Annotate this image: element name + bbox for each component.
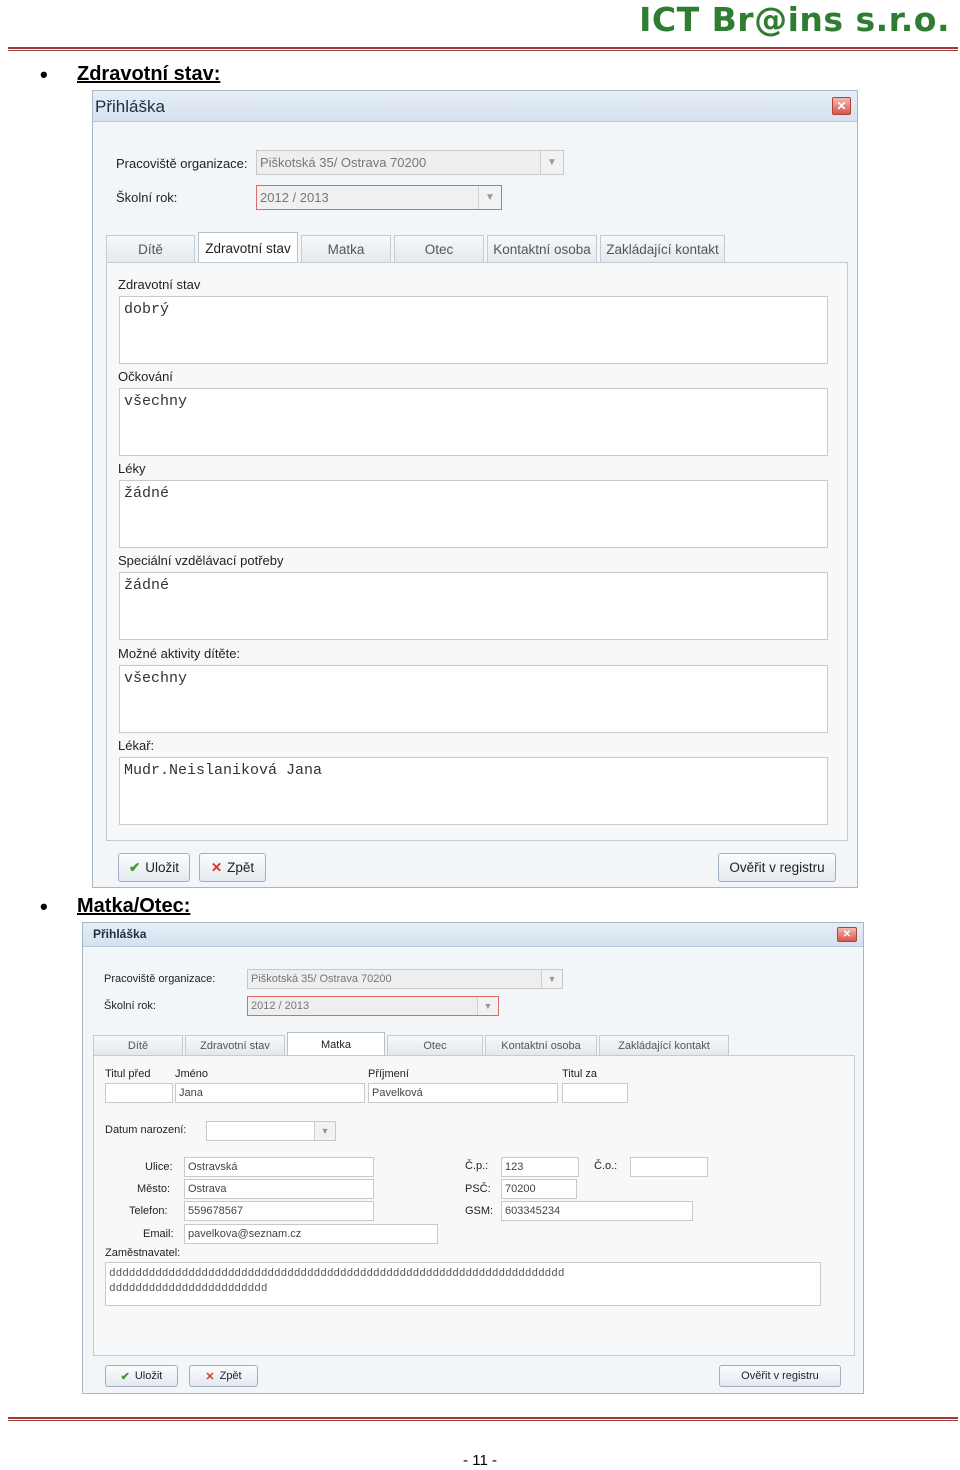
field-label: Lékař: [118, 738, 155, 753]
org-label: Pracoviště organizace: [104, 973, 216, 985]
field-label: Léky [118, 461, 146, 476]
application-dialog-parents [82, 922, 864, 1394]
year-label: Školní rok: [116, 190, 178, 205]
back-button[interactable] [189, 1365, 258, 1387]
close-icon[interactable]: ✕ [837, 927, 857, 942]
page-number: - 11 - [463, 1452, 497, 1469]
field-label: Očkování [118, 369, 173, 384]
mesto-label: Město: [137, 1183, 171, 1195]
tab-zdravotni-stav[interactable]: Zdravotní stav [185, 1035, 285, 1055]
tab-matka[interactable]: Matka [301, 235, 391, 263]
chevron-down-icon[interactable]: ▼ [541, 970, 562, 988]
close-icon: ✕ [210, 859, 223, 875]
close-icon[interactable]: ✕ [832, 97, 851, 115]
verify-registry-button[interactable]: Ověřit v registru [718, 853, 836, 882]
field-label: Speciální vzdělávací potřeby [118, 553, 284, 568]
activities-textarea[interactable]: všechny [119, 665, 828, 733]
verify-registry-button[interactable]: Ověřit v registru [719, 1365, 841, 1387]
save-button[interactable] [118, 853, 190, 882]
org-select-value: Piškotská 35/ Ostrava 70200 [251, 973, 392, 985]
email-label: Email: [143, 1228, 174, 1240]
prijmeni-input[interactable]: Pavelková [368, 1083, 558, 1103]
org-select[interactable] [256, 150, 564, 175]
tab-otec[interactable]: Otec [387, 1035, 483, 1055]
year-label: Školní rok: [104, 1000, 156, 1012]
telefon-label: Telefon: [129, 1205, 168, 1217]
year-select-value: 2012 / 2013 [251, 1000, 310, 1012]
medicine-textarea[interactable]: žádné [119, 480, 828, 548]
telefon-input[interactable]: 559678567 [184, 1201, 374, 1221]
titul-pred-label: Titul před [105, 1068, 151, 1080]
section-heading-parents: Matka/Otec: [77, 895, 191, 917]
chevron-down-icon[interactable]: ▼ [477, 997, 498, 1015]
gsm-input[interactable]: 603345234 [501, 1201, 693, 1221]
org-select[interactable] [247, 969, 563, 989]
bullet: • [40, 62, 48, 87]
chevron-down-icon[interactable]: ▼ [478, 186, 501, 209]
titul-pred-input[interactable] [105, 1083, 173, 1103]
footer-rule [8, 1417, 958, 1421]
dialog-title-bar [93, 91, 857, 122]
field-label: Zdravotní stav [118, 277, 201, 292]
tab-kontaktni-osoba[interactable]: Kontaktní osoba [487, 235, 597, 263]
datum-picker[interactable] [206, 1121, 336, 1141]
employer-line: dddddddddddddddddddddddd [109, 1283, 268, 1295]
brand-logo: ICT Br@ins s.r.o. [639, 0, 950, 39]
application-dialog-health [92, 90, 858, 888]
employer-line: ddddddddddddddddddddddddddddddddddddddddddddddddddddddddddddddddddddd [109, 1268, 565, 1280]
org-select-value: Piškotská 35/ Ostrava 70200 [260, 155, 427, 170]
jmeno-label: Jméno [175, 1068, 209, 1080]
year-select[interactable] [247, 996, 499, 1016]
cp-input[interactable]: 123 [501, 1157, 579, 1177]
save-button-label: Uložit [134, 1370, 163, 1382]
tab-dite[interactable]: Dítě [106, 235, 195, 263]
tab-zakladajici-kontakt[interactable]: Zakládající kontakt [600, 235, 725, 263]
datum-label: Datum narození: [105, 1124, 187, 1136]
bullet: • [40, 894, 48, 919]
titul-za-label: Titul za [562, 1068, 598, 1080]
email-input[interactable]: pavelkova@seznam.cz [184, 1224, 438, 1244]
dialog-title: Přihláška [95, 97, 165, 116]
save-button[interactable] [105, 1365, 178, 1387]
back-button-label: Zpět [219, 1370, 242, 1382]
close-icon: ✕ [205, 1370, 215, 1383]
co-input[interactable] [630, 1157, 708, 1177]
back-button[interactable] [199, 853, 266, 882]
employer-label: Zaměstnavatel: [105, 1247, 181, 1259]
field-label: Možné aktivity dítěte: [118, 646, 241, 661]
dialog-title: Přihláška [93, 927, 147, 941]
titul-za-input[interactable] [562, 1083, 628, 1103]
tab-matka[interactable]: Matka [287, 1032, 385, 1056]
doctor-textarea[interactable]: Mudr.Neislaniková Jana [119, 757, 828, 825]
prijmeni-label: Příjmení [368, 1068, 409, 1080]
tab-otec[interactable]: Otec [394, 235, 484, 263]
save-button-label: Uložit [145, 860, 180, 875]
header-rule [8, 47, 958, 51]
psc-label: PSČ: [465, 1183, 491, 1195]
gsm-label: GSM: [465, 1205, 494, 1217]
check-icon: ✔ [128, 859, 141, 875]
employer-textarea[interactable] [105, 1262, 821, 1306]
vaccination-textarea[interactable]: všechny [119, 388, 828, 456]
check-icon: ✔ [120, 1370, 130, 1383]
jmeno-input[interactable]: Jana [175, 1083, 365, 1103]
tab-zdravotni-stav[interactable]: Zdravotní stav [198, 232, 298, 264]
health-textarea[interactable]: dobrý [119, 296, 828, 364]
tab-kontaktni-osoba[interactable]: Kontaktní osoba [485, 1035, 597, 1055]
ulice-label: Ulice: [145, 1161, 173, 1173]
ulice-input[interactable]: Ostravská [184, 1157, 374, 1177]
chevron-down-icon[interactable]: ▼ [540, 151, 563, 174]
year-select-value: 2012 / 2013 [260, 190, 329, 205]
mesto-input[interactable]: Ostrava [184, 1179, 374, 1199]
psc-input[interactable]: 70200 [501, 1179, 577, 1199]
co-label: Č.o.: [594, 1160, 618, 1172]
dialog-title-bar [83, 923, 863, 947]
section-heading-health: Zdravotní stav: [77, 63, 221, 85]
year-select[interactable] [256, 185, 502, 210]
cp-label: Č.p.: [465, 1160, 489, 1172]
back-button-label: Zpět [227, 860, 255, 875]
chevron-down-icon[interactable]: ▼ [314, 1122, 335, 1140]
tab-dite[interactable]: Dítě [93, 1035, 183, 1055]
org-label: Pracoviště organizace: [116, 156, 248, 171]
tab-zakladajici-kontakt[interactable]: Zakládající kontakt [599, 1035, 729, 1055]
special-needs-textarea[interactable]: žádné [119, 572, 828, 640]
